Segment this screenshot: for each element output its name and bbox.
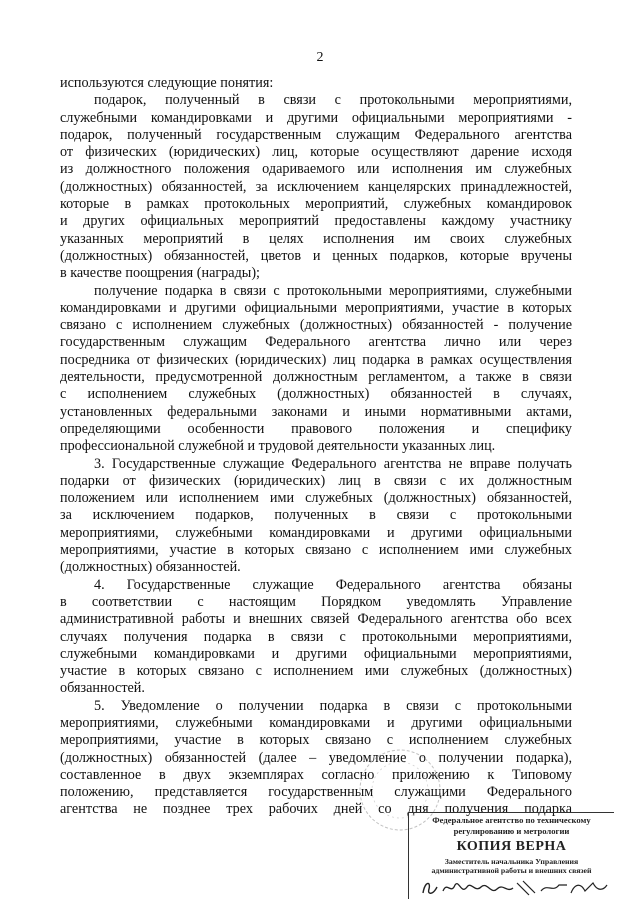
- text-line: мероприятиями, участие в которых связано с исполнением ими служебных: [60, 542, 572, 559]
- text-line: связано с исполнением служебных (должностных) обязанностей - получение: [60, 317, 572, 334]
- text-line: служебными командировками и другими официальными мероприятиями,: [60, 645, 572, 662]
- stamp-title: КОПИЯ ВЕРНА: [456, 839, 567, 854]
- text-line: 4. Государственные служащие Федерального агентства обязаны: [94, 576, 572, 593]
- text-line: мероприятиями, служебными командировками и другими официальными: [60, 714, 572, 731]
- text-line: мероприятиями, участие в которых связано с исполнением служебных: [60, 732, 572, 749]
- text-line: положению, представляется государственным служащими Федерального: [60, 784, 572, 801]
- stamp-org-line: Федеральное агентство по техническому: [432, 815, 591, 825]
- document-body: [60, 75, 572, 819]
- stamp-organization: [409, 815, 614, 836]
- text-line: подарок, полученный государственным служащим Федерального агентства: [60, 126, 572, 143]
- stamp-position-line: административной работы и внешних связей: [431, 866, 592, 876]
- stamp-position-line: Заместитель начальника Управления: [444, 857, 579, 866]
- text-line: обязанностей.: [60, 680, 145, 697]
- stamp-org-line: регулированию и метрологии: [453, 825, 570, 836]
- text-line: с исполнением служебных (должностных) обязанностей в случаях,: [60, 386, 572, 403]
- text-line: подарки от физических (юридических) лиц в связи с их должностным: [60, 472, 572, 489]
- text-line: от физических (юридических) лиц, которые осуществляют дарение исходя: [60, 144, 572, 161]
- text-line: в качестве поощрения (награды);: [60, 265, 260, 282]
- text-line: мероприятиями, служебными командировками и другими официальными: [60, 524, 572, 541]
- text-line: составленное в двух экземплярах согласно приложению к Типовому: [60, 766, 572, 783]
- text-line: (должностных) обязанностей.: [60, 559, 241, 576]
- certification-stamp: [408, 812, 614, 899]
- handwritten-signature: [417, 877, 612, 899]
- text-line: случаях получения подарка в связи с протокольными мероприятиями,: [60, 628, 572, 645]
- text-line: используются следующие понятия:: [60, 75, 274, 91]
- text-line: профессиональной служебной и трудовой деятельности указанных лиц.: [60, 438, 496, 455]
- text-line: положением или исполнением ими служебных (должностных) обязанностей,: [60, 490, 572, 507]
- text-line: из должностного положения одариваемого или исполнения им служебных: [60, 161, 572, 178]
- text-line: и других официальных мероприятий предоставлены каждому участнику: [60, 213, 572, 230]
- page-number: 2: [316, 50, 324, 65]
- text-line: агентства не позднее трех рабочих дней со дня получения подарка: [60, 801, 572, 818]
- text-line: служебными командировками и другими официальными мероприятиями -: [60, 109, 572, 126]
- text-line: в соответствии с настоящим Порядком уведомлять Управление: [60, 593, 572, 610]
- stamp-position: [409, 857, 614, 876]
- text-line: которые в рамках протокольных мероприятий, служебных командировок: [60, 196, 572, 213]
- text-line: получение подарка в связи с протокольными мероприятиями, служебными: [94, 282, 572, 299]
- text-line: подарок, полученный в связи с протокольными мероприятиями,: [94, 92, 572, 109]
- text-line: государственным служащим Федерального агентства лично или через: [60, 334, 572, 351]
- text-line: командировками и другими официальными мероприятиями, участие в которых: [60, 299, 572, 316]
- text-line: административной работы и внешних связей Федерального агентства обо всех: [60, 611, 572, 628]
- text-line: 5. Уведомление о получении подарка в связи с протокольными: [94, 697, 572, 714]
- text-line: за исключением подарков, полученных в связи с протокольными: [60, 507, 572, 524]
- text-line: установленных федеральными законами и иными нормативными актами,: [60, 403, 572, 420]
- text-line: 3. Государственные служащие Федерального агентства не вправе получать: [94, 455, 572, 472]
- text-line: указанных мероприятий в целях исполнения им своих служебных: [60, 230, 572, 247]
- text-line: определяющими особенности правового положения и специфику: [60, 420, 572, 437]
- text-line: посредника от физических (юридических) лиц подарка в рамках осуществления: [60, 351, 572, 368]
- text-line: (должностных) обязанностей (далее – уведомление о получении подарка),: [60, 749, 572, 766]
- text-line: (должностных) обязанностей, за исключением канцелярских принадлежностей,: [60, 178, 572, 195]
- text-line: участие в которых связано с исполнением ими служебных (должностных): [60, 663, 572, 680]
- text-line: деятельности, предусмотренной должностным регламентом, а также в связи: [60, 369, 572, 386]
- text-line: (должностных) обязанностей, цветов и ценных подарков, которые вручены: [60, 247, 572, 264]
